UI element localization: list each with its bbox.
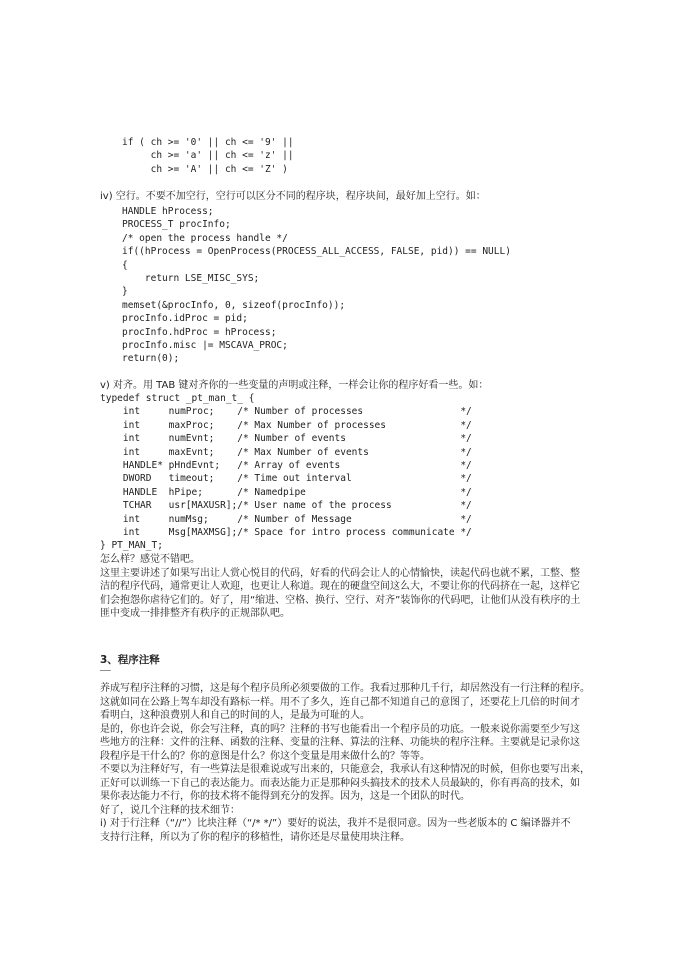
code-block-struct-example: typedef struct _pt_man_t_ { int numProc; /* Number of processes */ int maxProc; /* Max Number of processes */ int numEvnt; /* Number of events */ int maxEvnt; /* Max Number of events */ HANDLE* pHndEvnt; /* Array of events */ DWORD timeout; /* Time out interval */ HANDLE hPipe; /* Namedpipe */ TCHAR usr[MAXUSR];/* User name of the process */ int numMsg; /* Number of Message */ int Msg[MAXMSG];/* Space for intro process communicate */ } PT_MAN_T;: [100, 393, 472, 552]
text-line: 这里主要讲述了如果写出让人赏心悦目的代码，好看的代码会让人的心情愉快，读起代码也就不累，工整、整: [100, 567, 580, 579]
paragraph-summary: [100, 553, 596, 621]
text-line: 匪中变成一排排整齐有秩序的正规部队吧。: [100, 608, 290, 619]
text-line: 好了，说几个注释的技术细节：: [100, 804, 240, 816]
code-block-char-condition: if ( ch >= '0' || ch <= '9' || ch >= 'a' || ch <= 'z' || ch >= 'A' || ch <= 'Z' ): [122, 137, 294, 175]
text-line: iv) 空行。不要不加空行，空行可以区分不同的程序块，程序块间，最好加上空行。如：: [100, 191, 486, 202]
text-line: 们会抱怨你虐待它们的。好了，用“缩进、空格、换行、空行、对齐”装饰你的代码吧，让他们从没有秩序的土: [100, 594, 581, 606]
section-heading: 3、程序注释: [100, 654, 160, 666]
text-line: 怎么样？感觉不错吧。: [100, 554, 200, 565]
code-block-process-example: HANDLE hProcess; PROCESS_T procInfo; /* open the process handle */ if((hProcess = OpenProcess(PROCESS_ALL_ACCESS, FALSE, pid)) == NULL) { return LSE_MISC_SYS; } memset(&procInfo, 0, sizeof(procInfo)); procInfo.idProc = pid; procInfo.hdProc = hProcess; procInfo.misc |= MSCAVA_PROC; return(0);: [122, 206, 511, 365]
paragraph-comments: [100, 682, 596, 844]
text-line: 看明白，这种浪费别人和自己的时间的人，是最为可耻的人。: [100, 710, 370, 721]
heading-underline: ——: [100, 666, 111, 676]
text-line: 这就如同在公路上驾车却没有路标一样。用不了多久，连自己都不知道自己的意图了，还要花上几倍的时间才: [100, 696, 580, 708]
paragraph-blank-lines-intro: [100, 190, 596, 204]
text-line: 些地方的注释：文件的注释、函数的注释、变量的注释、算法的注释、功能块的程序注释。主要就是记录你这: [100, 737, 580, 748]
text-line: 支持行注释，所以为了你的程序的移植性，请你还是尽量使用块注释。: [100, 831, 410, 843]
text-line: 正好可以训练一下自己的表达能力。而表达能力正是那种闷头搞技术的技术人员最缺的，你有再高的技术，如: [100, 777, 580, 789]
text-line: 是的，你也许会说，你会写注释，真的吗？注释的书写也能看出一个程序员的功底。一般来说你需要至少写这: [100, 723, 580, 735]
text-line: 果你表达能力不行，你的技术将不能得到充分的发挥。因为，这是一个团队的时代。: [100, 791, 470, 802]
text-line: i) 对于行注释（“//”）比块注释（“/* */”）要好的说法，我并不是很同意。因为一些老版本的 C 编译器并不: [100, 818, 571, 829]
text-line: v) 对齐。用 TAB 键对齐你的一些变量的声明或注释，一样会让你的程序好看一些。如：: [100, 380, 489, 391]
text-line: 不要以为注释好写，有一些算法是很难说或写出来的，只能意会，我承认有这种情况的时候，但你也要写出来，: [100, 764, 590, 775]
text-line: 洁的程序代码，通常更让人欢迎，也更让人称道。现在的硬盘空间这么大，不要让你的代码挤在一起，这样它: [100, 581, 580, 592]
text-line: 养成写程序注释的习惯，这是每个程序员所必须要做的工作。我看过那种几千行，却居然没有一行注释的程序。: [100, 683, 590, 694]
text-line: 段程序是干什么的？你的意图是什么？你这个变量是用来做什么的？等等。: [100, 750, 430, 762]
paragraph-alignment-intro: [100, 379, 596, 393]
